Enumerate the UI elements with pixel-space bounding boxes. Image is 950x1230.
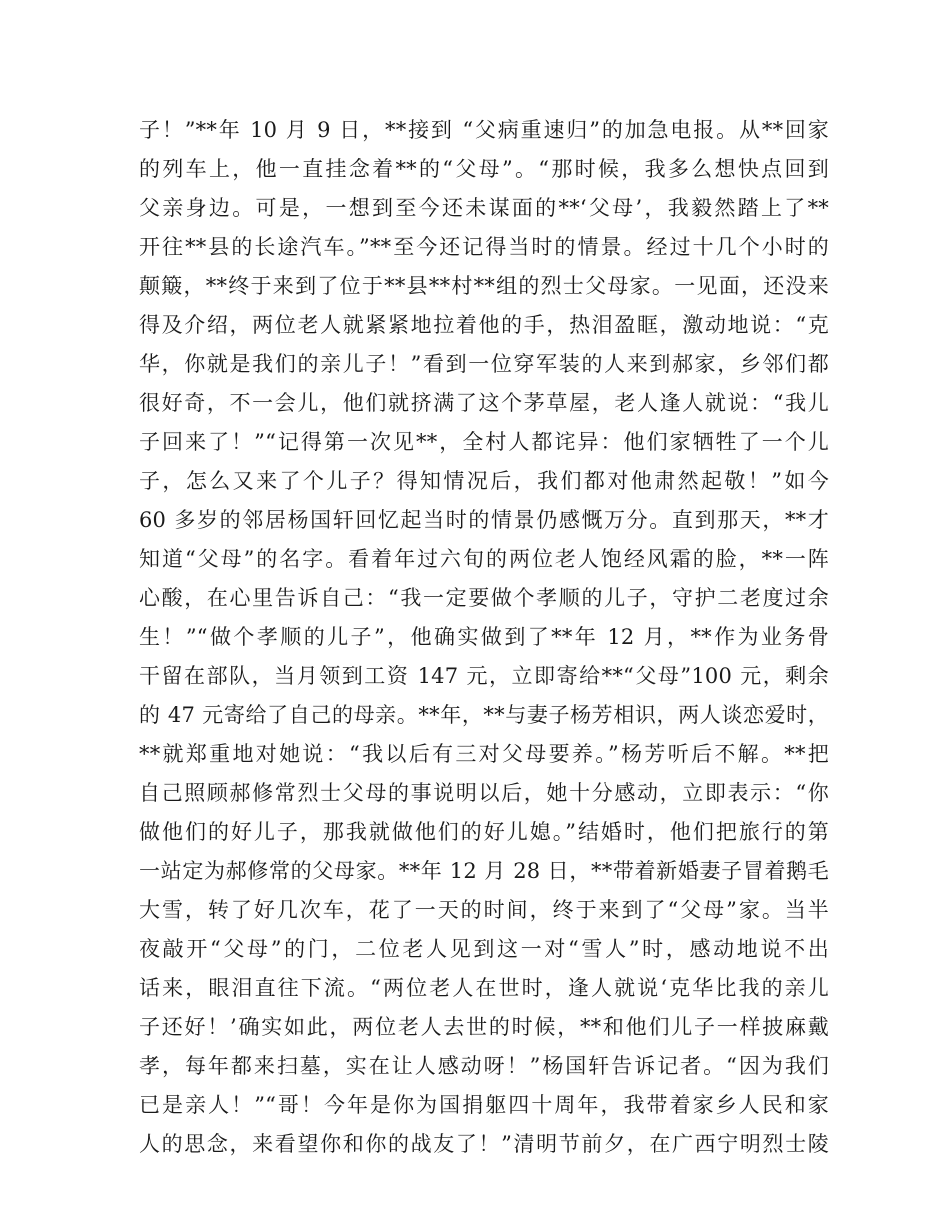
text-line: 子，怎么又来了个儿子？得知情况后，我们都对他肃然起敬！”如今 [139,469,829,493]
text-line: 自己照顾郝修常烈士父母的事说明以后，她十分感动，立即表示：“你 [139,781,829,805]
text-line: 父亲身边。可是，一想到至今还未谋面的**‘父母’，我毅然踏上了** [139,196,829,220]
text-line: 人的思念，来看望你和你的战友了！”清明节前夕，在广西宁明烈士陵 [139,1132,829,1156]
text-line: 知道“父母”的名字。看着年过六旬的两位老人饱经风霜的脸，**一阵 [139,547,829,571]
text-line: 一站定为郝修常的父母家。**年 12 月 28 日，**带着新婚妻子冒着鹅毛 [139,859,829,883]
text-line: 心酸，在心里告诉自己：“我一定要做个孝顺的儿子，守护二老度过余 [139,586,829,610]
text-line: 华，你就是我们的亲儿子！”看到一位穿军装的人来到郝家，乡邻们都 [139,352,829,376]
text-line: 很好奇，不一会儿，他们就挤满了这个茅草屋，老人逢人就说：“我儿 [139,391,829,415]
text-line: 开往**县的长途汽车。”**至今还记得当时的情景。经过十几个小时的 [139,235,829,259]
text-line: 颠簸，**终于来到了位于**县**村**组的烈士父母家。一见面，还没来 [139,274,829,298]
body-paragraph [139,111,829,1164]
text-line: 子还好！’确实如此，两位老人去世的时候，**和他们儿子一样披麻戴 [139,1015,829,1039]
text-line: 得及介绍，两位老人就紧紧地拉着他的手，热泪盈眶，激动地说：“克 [139,313,829,337]
text-line: 生！”“做个孝顺的儿子”，他确实做到了**年 12 月，**作为业务骨 [139,625,829,649]
text-line: 干留在部队，当月领到工资 147 元，立即寄给**“父母”100 元，剩余 [139,664,829,688]
text-line: 做他们的好儿子，那我就做他们的好儿媳。”结婚时，他们把旅行的第 [139,820,829,844]
text-line: 大雪，转了好几次车，花了一天的时间，终于来到了“父母”家。当半 [139,898,829,922]
text-line: 夜敲开“父母”的门，二位老人见到这一对“雪人”时，感动地说不出 [139,937,829,961]
text-line: 孝，每年都来扫墓，实在让人感动呀！”杨国轩告诉记者。“因为我们 [139,1054,829,1078]
text-line: 子！”**年 10 月 9 日，**接到 “父病重速归”的加急电报。从**回家 [139,118,829,142]
text-line: 的 47 元寄给了自己的母亲。**年，**与妻子杨芳相识，两人谈恋爱时， [139,703,829,727]
text-line: **就郑重地对她说：“我以后有三对父母要养。”杨芳听后不解。**把 [139,742,829,766]
text-line: 的列车上，他一直挂念着**的“父母”。“那时候，我多么想快点回到 [139,157,829,181]
text-line: 子回来了！”“记得第一次见**，全村人都诧异：他们家牺牲了一个儿 [139,430,829,454]
text-line: 60 多岁的邻居杨国轩回忆起当时的情景仍感慨万分。直到那天，**才 [139,508,829,532]
text-line: 话来，眼泪直往下流。“两位老人在世时，逢人就说‘克华比我的亲儿 [139,976,829,1000]
text-line: 已是亲人！”“哥！今年是你为国捐躯四十周年，我带着家乡人民和家 [139,1093,829,1117]
